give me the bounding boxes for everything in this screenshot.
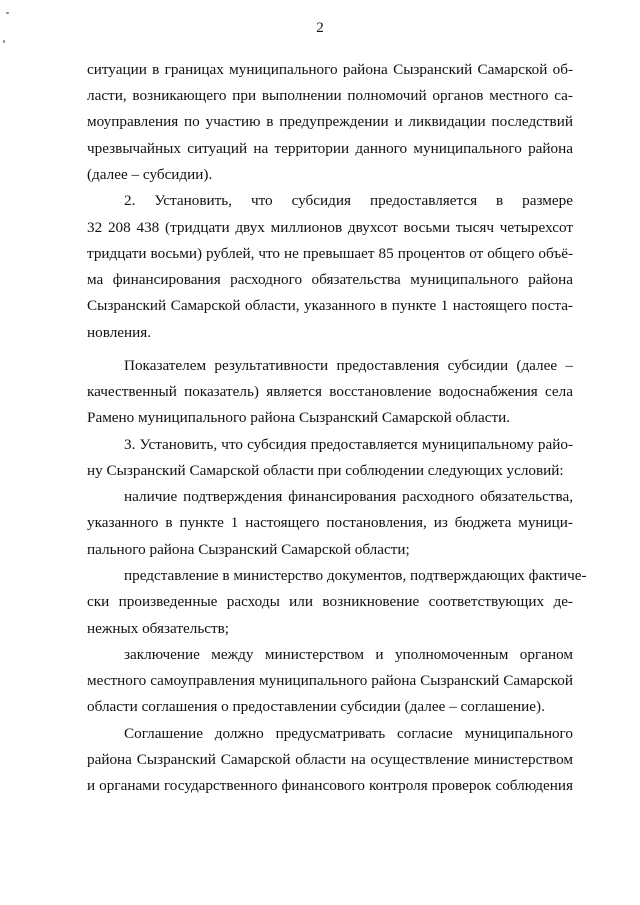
text-line: нежных обязательств; [87, 620, 230, 637]
text-line: Соглашение должно предусматривать согласие муниципального [124, 725, 573, 742]
text-line: представление в министерство документов, подтверждающих фактиче- [124, 567, 587, 584]
text-line: района Сызранский Самарской области на осуществление министерством [87, 751, 573, 768]
text-line: области соглашения о предоставлении субсидии (далее – соглашение). [87, 698, 545, 715]
text-line: Рамено муниципального района Сызранский Самарской области. [87, 409, 511, 426]
text-line: чрезвычайных ситуаций на территории данного муниципального района [87, 140, 573, 157]
scan-mark [6, 12, 9, 14]
text-line: и органами государственного финансового контроля проверок соблюдения [87, 777, 573, 794]
scan-mark [3, 40, 5, 43]
text-line: 32 208 438 (тридцати двух миллионов двухсот восьми тысяч четырехсот [87, 219, 573, 236]
text-line: указанного в пункте 1 настоящего постановления, из бюджета муници- [87, 514, 573, 531]
text-line: Сызранский Самарской области, указанного в пункте 1 настоящего поста- [87, 297, 573, 314]
text-line: (далее – субсидии). [87, 166, 213, 183]
text-line: наличие подтверждения финансирования расходного обязательства, [124, 488, 573, 505]
text-line: тридцати восьми) рублей, что не превышает 85 процентов от общего объё- [87, 245, 573, 262]
text-line: пального района Сызранский Самарской области; [87, 541, 410, 558]
text-line: Показателем результативности предоставления субсидии (далее – [124, 357, 573, 374]
text-line: 2. Установить, что субсидия предоставляется в размере [124, 192, 573, 209]
text-line: ситуации в границах муниципального района Сызранский Самарской об- [87, 61, 573, 78]
text-line: ну Сызранский Самарской области при соблюдении следующих условий: [87, 462, 564, 479]
text-line: новления. [87, 324, 152, 341]
text-line: местного самоуправления муниципального района Сызранский Самарской [87, 672, 573, 689]
text-line: заключение между министерством и уполномоченным органом [124, 646, 573, 663]
page-number: 2 [316, 20, 324, 36]
text-line: качественный показатель) является восстановление водоснабжения села [87, 383, 573, 400]
text-line: ласти, возникающего при выполнении полномочий органов местного са- [87, 87, 573, 104]
text-line: ма финансирования расходного обязательства муниципального района [87, 271, 573, 288]
text-line: моуправления по участию в предупреждении и ликвидации последствий [87, 113, 573, 130]
text-line: 3. Установить, что субсидия предоставляется муниципальному райо- [124, 436, 573, 453]
text-line: ски произведенные расходы или возникновение соответствующих де- [87, 593, 573, 610]
